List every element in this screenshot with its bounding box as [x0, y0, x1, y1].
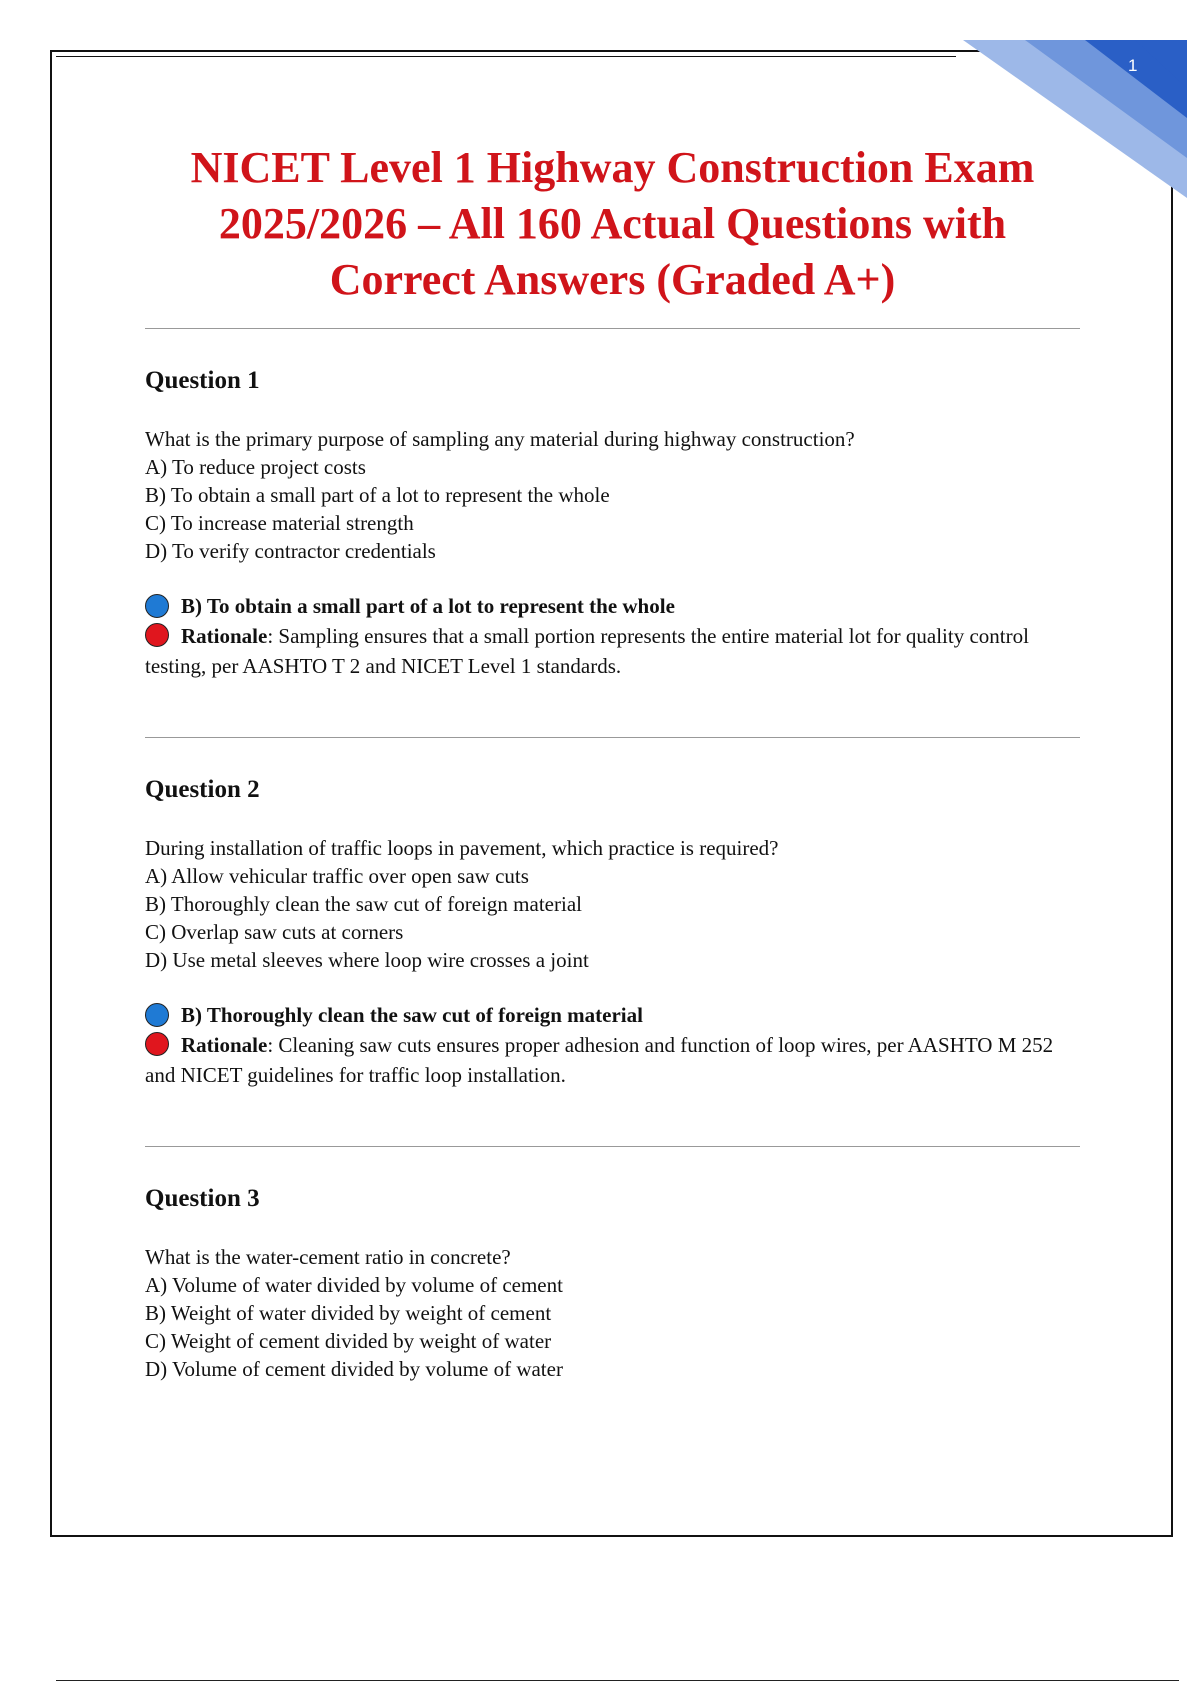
rationale-text: : Cleaning saw cuts ensures proper adhesion and function of loop wires, per AASHTO M 252 and NICET guidelines for traffic loop installation. [145, 1033, 1054, 1087]
footer-rule [56, 1680, 1179, 1681]
correct-answer-text: B) To obtain a small part of a lot to represent the whole [181, 594, 675, 618]
answer-block [145, 591, 1080, 681]
option-c: C) Weight of cement divided by weight of water [145, 1329, 552, 1353]
option-d: D) Volume of cement divided by volume of water [145, 1357, 563, 1381]
blue-circle-icon [145, 594, 169, 618]
question-heading: Question 3 [145, 1185, 260, 1212]
question-text: What is the primary purpose of sampling any material during highway construction? [145, 427, 855, 451]
correct-answer [145, 591, 1080, 621]
correct-answer [145, 1000, 1080, 1030]
question-heading: Question 2 [145, 776, 260, 803]
correct-answer-text: B) Thoroughly clean the saw cut of foreign material [181, 1003, 643, 1027]
question-block [145, 738, 1080, 1147]
red-circle-icon [145, 623, 169, 647]
option-a: A) To reduce project costs [145, 455, 366, 479]
document-body [145, 140, 1080, 1383]
answer-block [145, 1000, 1080, 1090]
document-title: NICET Level 1 Highway Construction Exam 2025/2026 – All 160 Actual Questions with Correct Answers (Graded A+) [190, 143, 1035, 304]
option-a: A) Volume of water divided by volume of cement [145, 1273, 563, 1297]
option-b: B) Thoroughly clean the saw cut of foreign material [145, 892, 582, 916]
blue-circle-icon [145, 1003, 169, 1027]
option-b: B) Weight of water divided by weight of cement [145, 1301, 552, 1325]
question-text: During installation of traffic loops in pavement, which practice is required? [145, 836, 779, 860]
rationale [145, 1030, 1080, 1090]
option-a: A) Allow vehicular traffic over open saw cuts [145, 864, 529, 888]
question-heading: Question 1 [145, 367, 260, 394]
rationale [145, 621, 1080, 681]
red-circle-icon [145, 1032, 169, 1056]
rationale-label: Rationale [181, 1033, 268, 1057]
rationale-label: Rationale [181, 624, 268, 648]
rationale-text: : Sampling ensures that a small portion represents the entire material lot for quality control testing, per AASHTO T 2 and NICET Level 1 standards. [145, 624, 1029, 678]
option-d: D) Use metal sleeves where loop wire crosses a joint [145, 948, 589, 972]
question-block [145, 329, 1080, 738]
header-rule [56, 56, 956, 57]
option-c: C) To increase material strength [145, 511, 414, 535]
option-b: B) To obtain a small part of a lot to represent the whole [145, 483, 610, 507]
question-block [145, 1147, 1080, 1383]
option-c: C) Overlap saw cuts at corners [145, 920, 404, 944]
page-number: 1 [1128, 56, 1138, 75]
question-text: What is the water-cement ratio in concrete? [145, 1245, 511, 1269]
option-d: D) To verify contractor credentials [145, 539, 436, 563]
